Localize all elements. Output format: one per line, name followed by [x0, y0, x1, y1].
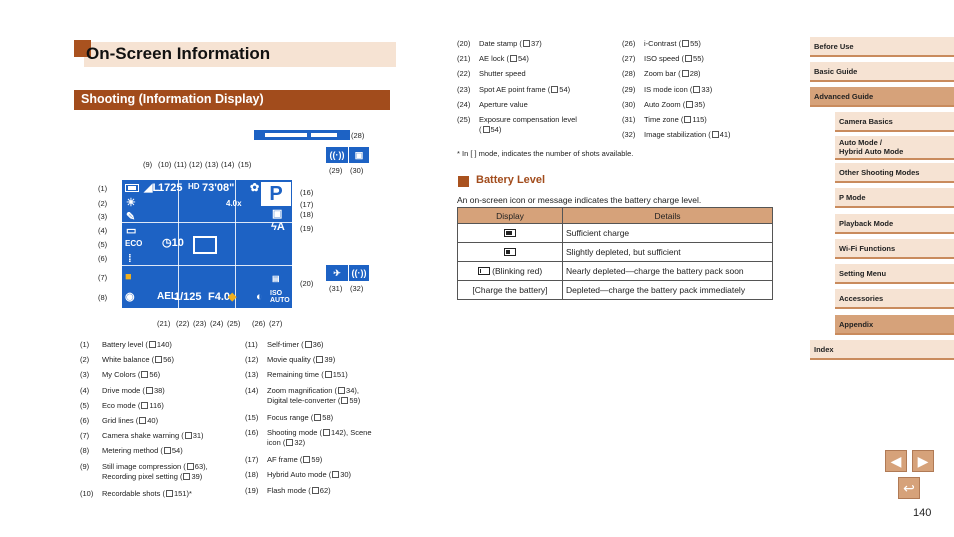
book-icon	[141, 371, 148, 378]
legend-page-ref[interactable]: 54)	[490, 125, 502, 135]
af-frame	[193, 236, 217, 254]
book-icon	[712, 131, 719, 138]
legend-label: Drive mode (	[102, 385, 145, 395]
exposure-compensation-icon: ◆	[228, 291, 237, 303]
book-icon	[314, 414, 321, 421]
legend-text	[267, 370, 348, 380]
legend-label: Remaining time (	[267, 370, 324, 380]
legend-middle	[245, 340, 405, 510]
remaining-time: 73'08"	[202, 182, 235, 194]
battery-icon	[125, 184, 139, 192]
legend-number: (12)	[245, 355, 259, 365]
return-button[interactable]	[898, 477, 920, 499]
legend-number: (31)	[622, 115, 636, 124]
legend-number: (22)	[457, 69, 471, 79]
legend-text	[479, 39, 542, 49]
legend-number: (11)	[245, 340, 258, 349]
legend-text	[479, 54, 529, 64]
legend-page-ref[interactable]: 56)	[149, 370, 161, 380]
legend-number: (10)	[80, 488, 94, 498]
battery-display-cell	[458, 224, 563, 243]
legend-top-2	[622, 39, 782, 149]
recordable-shots: 1725	[158, 182, 183, 194]
legend-number: (28)	[622, 69, 636, 79]
legend-text	[267, 428, 372, 448]
callout: (2)	[98, 199, 108, 208]
legend-page-ref[interactable]: 54)	[518, 54, 529, 64]
nav-advanced-guide[interactable]: Advanced Guide	[810, 87, 954, 107]
callout: (15)	[238, 160, 252, 169]
legend-label: Metering method (	[102, 446, 163, 456]
legend-page-ref[interactable]: 54)	[559, 84, 571, 94]
flash-icon: ϟA	[271, 221, 285, 233]
legend-label: AE lock (	[479, 54, 510, 64]
legend-label: Time zone (	[644, 115, 684, 124]
book-icon	[686, 101, 693, 108]
legend-page-ref[interactable]: 28)	[689, 69, 701, 79]
legend-label: My Colors (	[102, 370, 141, 380]
callout: (8)	[98, 293, 108, 302]
legend-number: (23)	[457, 84, 471, 94]
ae-lock-icon: AEL	[157, 291, 177, 302]
legend-page-ref[interactable]: 59)	[349, 395, 361, 405]
battery-section-square	[458, 176, 469, 187]
nav-playback-mode[interactable]: Playback Mode	[835, 214, 954, 234]
legend-number: (32)	[622, 130, 636, 140]
legend-label: Recordable shots (	[102, 488, 165, 498]
legend-page-ref[interactable]: 37)	[530, 39, 542, 48]
battery-level-fill	[506, 250, 510, 254]
zoom-bar-knob	[307, 132, 311, 138]
legend-page-ref[interactable]: 39)	[191, 471, 203, 481]
callout: (1)	[98, 184, 108, 193]
legend-number: (3)	[80, 370, 90, 380]
legend-page-ref[interactable]: 36)	[312, 340, 324, 349]
nav-wifi-functions[interactable]: Wi-Fi Functions	[835, 239, 954, 259]
legend-label: Still image compression (	[102, 461, 186, 471]
book-icon	[682, 70, 689, 77]
nav-before-use[interactable]: Before Use	[810, 37, 954, 57]
col-details: Details	[563, 208, 773, 224]
battery-details-cell: Depleted—charge the battery pack immediately	[563, 281, 773, 300]
callout: (7)	[98, 273, 108, 282]
legend-label: Hybrid Auto mode (	[267, 470, 332, 480]
legend-number: (24)	[457, 99, 471, 109]
legend-number: (6)	[80, 416, 90, 425]
book-icon	[551, 86, 558, 93]
legend-text	[102, 446, 183, 456]
callout: (22)	[176, 319, 190, 328]
legend-page-ref[interactable]: 35)	[694, 99, 706, 109]
legend-page-ref[interactable]: 40)	[147, 416, 159, 425]
callout: (3)	[98, 212, 108, 221]
legend-page-ref[interactable]: 62)	[319, 485, 331, 495]
legend-text	[102, 416, 158, 426]
legend-label-line2: Digital tele-converter (	[267, 395, 341, 405]
book-icon	[139, 417, 146, 424]
book-icon	[164, 447, 171, 454]
legend-page-ref[interactable]: 56)	[163, 355, 174, 365]
camera-screen	[122, 180, 292, 308]
next-page-button[interactable]	[912, 450, 934, 472]
book-icon	[316, 356, 323, 363]
book-icon	[684, 116, 691, 123]
legend-text	[102, 401, 164, 411]
legend-label-line2: icon (	[267, 438, 286, 448]
legend-label: White balance (	[102, 355, 155, 365]
legend-text	[644, 130, 731, 140]
battery-row	[458, 224, 773, 243]
shutter-speed: 1/125	[174, 291, 202, 303]
legend-label: AF frame (	[267, 455, 303, 465]
callout: (20)	[300, 279, 314, 288]
battery-level-fill	[480, 269, 481, 273]
callout: (17)	[300, 200, 314, 209]
legend-page-ref[interactable]: 63),	[194, 461, 208, 471]
legend-page-ref[interactable]: 151)	[332, 370, 348, 380]
book-icon	[286, 439, 293, 446]
callout: (5)	[98, 240, 108, 249]
legend-number: (26)	[622, 39, 636, 48]
page-number: 140	[913, 507, 932, 519]
legend-text	[479, 115, 577, 135]
book-icon	[185, 432, 192, 439]
book-icon	[523, 40, 530, 47]
callout: (21)	[157, 319, 171, 328]
legend-text	[644, 100, 705, 110]
book-icon	[166, 490, 173, 497]
callout: (29)	[329, 166, 343, 175]
legend-page-ref[interactable]: 41)	[719, 130, 731, 140]
section-header	[74, 90, 394, 112]
callout: (27)	[269, 319, 283, 328]
image-stabilization-icon: ((·))	[349, 265, 369, 281]
battery-section-title: Battery Level	[476, 174, 546, 186]
legend-number: (16)	[245, 428, 259, 437]
book-icon	[338, 387, 345, 394]
legend-page-ref[interactable]: 54)	[171, 446, 183, 456]
legend-label: Zoom bar (	[644, 69, 681, 79]
book-icon	[685, 55, 692, 62]
legend-text	[267, 340, 324, 350]
book-icon	[325, 371, 332, 378]
time-zone-icon: ✈	[326, 265, 348, 281]
page-title: On-Screen Information	[86, 44, 271, 63]
book-icon	[510, 55, 517, 62]
callout: (9)	[143, 160, 153, 169]
nav-basic-guide[interactable]: Basic Guide	[810, 62, 954, 82]
book-icon	[483, 126, 490, 133]
legend-label: Auto Zoom (	[644, 99, 686, 109]
legend-number: (13)	[245, 370, 259, 380]
metering-icon: ◉	[125, 291, 135, 303]
legend-page-ref[interactable]: 58)	[322, 412, 334, 422]
legend-text	[267, 486, 331, 496]
legend-number: (17)	[245, 455, 259, 465]
legend-label: Self-timer (	[267, 340, 304, 349]
page-title-block	[74, 40, 396, 68]
callout: (26)	[252, 319, 266, 328]
nav-auto-mode-line1: Auto Mode /	[839, 138, 882, 147]
book-icon	[341, 397, 348, 404]
legend-number: (7)	[80, 431, 90, 441]
book-icon	[305, 341, 312, 348]
shooting-mode-icon: P	[261, 182, 291, 206]
battery-table	[457, 207, 773, 300]
aperture-value: F4.0	[208, 291, 231, 303]
callout: (11)	[174, 160, 187, 169]
legend-number: (20)	[457, 39, 471, 48]
legend-number: (8)	[80, 446, 90, 456]
legend-number: (9)	[80, 461, 90, 471]
legend-number: (29)	[622, 84, 636, 94]
callout: (10)	[158, 160, 172, 169]
battery-level-icon	[478, 267, 490, 275]
legend-number: (2)	[80, 355, 90, 365]
legend-label: Movie quality (	[267, 355, 316, 365]
legend-text	[267, 470, 351, 480]
battery-display-text: (Blinking red)	[492, 266, 543, 276]
legend-number: (1)	[80, 340, 90, 349]
prev-page-button[interactable]	[885, 450, 907, 472]
footnote: * In [ ] mode, indicates the number of shots available.	[457, 149, 634, 158]
zoom-bar	[254, 130, 350, 140]
battery-row	[458, 281, 773, 300]
drive-mode-icon: ▭	[126, 225, 137, 237]
grid-line	[122, 265, 292, 266]
legend-number: (4)	[80, 385, 90, 395]
legend-number: (19)	[245, 485, 259, 495]
legend-number: (21)	[457, 54, 471, 64]
legend-text	[102, 370, 160, 380]
nav-other-shooting-modes[interactable]: Other Shooting Modes	[835, 163, 954, 183]
legend-page-ref[interactable]: 31)	[192, 431, 204, 441]
legend-label: Shutter speed	[479, 69, 526, 79]
battery-level-fill	[506, 231, 512, 235]
callout: (12)	[189, 160, 203, 169]
legend-text	[102, 489, 192, 499]
legend-label: Shooting mode (	[267, 428, 323, 437]
is-mode-icon: ((·))	[326, 147, 348, 163]
legend-text	[644, 54, 704, 64]
legend-page-ref[interactable]: 140)	[156, 340, 172, 349]
iso-icon: ISO AUTO	[270, 290, 290, 304]
book-icon	[146, 387, 153, 394]
legend-text	[102, 386, 165, 396]
legend-left	[80, 340, 240, 510]
callout: (14)	[221, 160, 235, 169]
callout: (19)	[300, 224, 314, 233]
callout: (16)	[300, 188, 314, 197]
legend-number: (15)	[245, 412, 259, 422]
nav-appendix[interactable]: Appendix	[835, 315, 954, 335]
legend-number: (5)	[80, 400, 90, 410]
legend-number: (30)	[622, 99, 636, 109]
callout: (4)	[98, 226, 108, 235]
legend-label: Image stabilization (	[644, 130, 711, 140]
legend-page-ref[interactable]: 32)	[294, 438, 306, 448]
legend-text	[102, 355, 174, 365]
zoom-magnification: 4.0x	[226, 199, 242, 208]
battery-row	[458, 262, 773, 281]
book-icon	[323, 429, 330, 436]
zoom-bar-track	[265, 133, 337, 137]
nav-camera-basics[interactable]: Camera Basics	[835, 112, 954, 132]
grid-icon: ⁞	[128, 253, 132, 265]
nav-auto-mode-line2: Hybrid Auto Mode	[839, 146, 904, 156]
camera-shake-icon: ■	[125, 271, 132, 283]
legend-number: (25)	[457, 115, 471, 124]
battery-display-cell	[458, 243, 563, 262]
book-icon	[303, 456, 310, 463]
legend-label: Date stamp (	[479, 39, 522, 48]
callout: (6)	[98, 254, 108, 263]
movie-quality-icon: HD	[188, 182, 200, 191]
i-contrast-icon: ◐	[256, 291, 263, 303]
legend-label: Focus range (	[267, 412, 314, 422]
legend-label: i-Contrast (	[644, 39, 682, 48]
battery-details-cell: Slightly depleted, but sufficient	[563, 243, 773, 262]
legend-page-ref[interactable]: 151)*	[173, 488, 192, 498]
nav-auto-mode[interactable]	[835, 136, 954, 160]
arrow-left-icon: ◀	[890, 453, 902, 469]
hybrid-auto-icon: ▣	[272, 208, 283, 220]
callout: (13)	[205, 160, 219, 169]
legend-text	[644, 69, 701, 79]
legend-text	[267, 355, 335, 365]
battery-display-cell	[458, 281, 563, 300]
nav-setting-menu[interactable]: Setting Menu	[835, 264, 954, 284]
legend-text	[479, 69, 526, 79]
legend-label: Zoom magnification (	[267, 385, 338, 395]
legend-page-ref[interactable]: 38)	[153, 385, 165, 395]
legend-text	[267, 455, 322, 465]
callout: (28)	[351, 131, 365, 140]
legend-label: Flash mode (	[267, 485, 311, 495]
white-balance-icon: ☀	[126, 197, 136, 209]
battery-display-cell	[458, 262, 563, 281]
book-icon	[312, 487, 319, 494]
legend-text	[102, 340, 172, 350]
callout: (25)	[227, 319, 241, 328]
legend-page-ref[interactable]: 34),	[346, 385, 359, 395]
battery-details-cell: Nearly depleted—charge the battery pack soon	[563, 262, 773, 281]
battery-details-cell: Sufficient charge	[563, 224, 773, 243]
legend-text	[267, 386, 360, 406]
battery-description: An on-screen icon or message indicates the battery charge level.	[457, 195, 702, 205]
legend-label: Aperture value	[479, 99, 528, 109]
legend-page-ref[interactable]: 142), Scene	[331, 428, 372, 437]
date-stamp-icon: ▤	[272, 274, 280, 283]
self-timer-icon: ◷10	[162, 237, 184, 249]
legend-page-ref[interactable]: 30)	[340, 470, 352, 480]
nav-accessories[interactable]: Accessories	[835, 289, 954, 309]
my-colors-icon: ✎	[126, 211, 136, 223]
battery-display-text: [Charge the battery]	[472, 285, 548, 295]
arrow-right-icon: ▶	[917, 453, 929, 469]
legend-page-ref[interactable]: 59)	[311, 455, 323, 465]
book-icon	[682, 40, 689, 47]
nav-p-mode[interactable]: P Mode	[835, 188, 954, 208]
focus-range-icon: ✿	[250, 182, 260, 194]
nav-index[interactable]: Index	[810, 340, 954, 360]
book-icon	[183, 473, 190, 480]
callout: (23)	[193, 319, 207, 328]
grid-line	[122, 222, 292, 223]
legend-label: Camera shake warning (	[102, 431, 184, 441]
book-icon	[187, 463, 194, 470]
legend-label: Exposure compensation level	[479, 115, 577, 124]
legend-label: IS mode icon (	[644, 84, 693, 94]
battery-row	[458, 243, 773, 262]
callout: (30)	[350, 166, 364, 175]
legend-number: (27)	[622, 54, 636, 64]
legend-label: ISO speed (	[644, 54, 685, 64]
section-title: Shooting (Information Display)	[81, 92, 264, 106]
compression-icon: ◢L	[144, 182, 160, 194]
legend-text	[644, 39, 701, 49]
callout: (24)	[210, 319, 224, 328]
legend-number: (14)	[245, 385, 259, 395]
legend-text	[102, 462, 208, 482]
eco-mode-icon: ECO	[125, 239, 143, 248]
legend-label: Eco mode (	[102, 400, 141, 410]
legend-top-1	[457, 39, 617, 149]
legend-number: (18)	[245, 470, 259, 480]
book-icon	[155, 356, 162, 363]
book-icon	[693, 86, 700, 93]
legend-text	[479, 85, 570, 95]
legend-label-line2: Recording pixel setting (	[102, 471, 183, 481]
legend-page-ref[interactable]: 55)	[690, 39, 701, 48]
callout: (32)	[350, 284, 364, 293]
legend-page-ref[interactable]: 116)	[149, 400, 164, 410]
battery-level-icon	[504, 229, 516, 237]
legend-page-ref[interactable]: 55)	[693, 54, 704, 64]
auto-zoom-icon: ▣	[349, 147, 369, 163]
legend-text	[102, 431, 204, 441]
legend-text	[644, 85, 712, 95]
legend-text	[479, 100, 528, 110]
legend-page-ref[interactable]: 33)	[701, 84, 713, 94]
legend-text	[644, 115, 707, 125]
legend-label: Spot AE point frame (	[479, 84, 551, 94]
book-icon	[332, 471, 339, 478]
book-icon	[149, 341, 156, 348]
book-icon	[141, 402, 148, 409]
col-display: Display	[458, 208, 563, 224]
callout: (31)	[329, 284, 343, 293]
legend-page-ref[interactable]: 115)	[692, 115, 707, 124]
legend-label: Grid lines (	[102, 416, 139, 425]
return-icon: ↩	[903, 480, 915, 496]
legend-label-line2: (	[479, 125, 482, 135]
battery-level-icon	[504, 248, 516, 256]
legend-label: Battery level (	[102, 340, 148, 349]
legend-page-ref[interactable]: 39)	[324, 355, 336, 365]
callout: (18)	[300, 210, 314, 219]
legend-text	[267, 413, 333, 423]
